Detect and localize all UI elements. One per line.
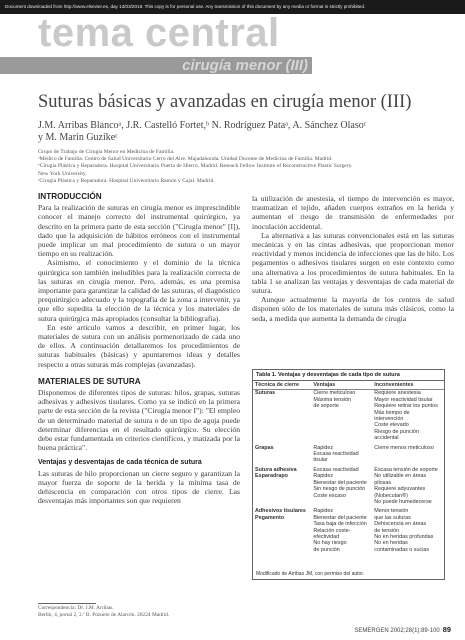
page-number: 89 — [442, 625, 451, 634]
table-cell-disadvantage: Cierre menos meticuloso — [374, 444, 434, 451]
paragraph: En este artículo vamos a describir, en primer lugar, los materiales de sutura con un análisis pormenorizado de cada uno de ellos. A continuación detallaremos los procedimientos de suturas habituales (básicas) y apuntaremos ideas y detalles respecto a otras suturas más complejas (avanzadas). — [38, 322, 240, 369]
affiliation-c: ᶜCirugía Plástica y Reparadora. Hospital Universitario Ramón y Cajal. Madrid. — [38, 177, 215, 184]
table-row — [253, 442, 444, 451]
section-heading-intro: INTRODUCCIÓN — [38, 192, 102, 201]
table-cell-technique: Sutura adhesiva — [255, 466, 297, 473]
affiliation-a: ᵃMédico de Familia. Centro de Salud Universitario Cerro del Aire. Majadahonda. Unidad Docente de Medicina de Familia. Madrid. — [38, 156, 333, 163]
authors-line-1: J.M. Arribas Blancoᵃ, J.R. Castelló Fortet,ᵇ N. Rodríguez Pataᵃ, A. Sánchez Olasoᶜ — [38, 120, 367, 131]
table-cell-technique: Adhesivos tisulares — [255, 508, 306, 515]
table-cell-advantage: Bienestar del paciente — [313, 479, 367, 486]
table-cell-advantage: No hay riesgo — [313, 540, 347, 547]
section-banner-title: tema central — [38, 11, 280, 55]
table-cell-advantage: tisular — [313, 457, 328, 464]
table-cell-advantage: Cierre meticuloso — [313, 390, 356, 397]
table-cell-disadvantage: accidental — [374, 435, 399, 442]
table-cell-technique — [253, 547, 311, 553]
table-row — [253, 505, 444, 514]
table-cell-disadvantage: No puede humedecerse — [374, 498, 432, 505]
affiliation-b: ᵇCirugía Plástica y Reparadora. Hospital Universitario Puerta de Hierro. Madrid. Reseach Fellow Institute of Reconstructive Plastic Surgery. — [38, 163, 353, 170]
author-list — [38, 120, 438, 143]
table-cell-advantage: Relación coste- — [313, 527, 351, 534]
paragraph: Las suturas de hilo proporcionan un cierre seguro y garantizan la mayor fuerza de soporte de la herida y la mínima tasa de dehiscencia en comparación con otros tipos de cierre. Las desventajas más importantes son que requieren — [38, 468, 240, 506]
article-title: Suturas básicas y avanzadas en cirugía menor (III) — [38, 92, 412, 112]
table-cell-advantage: Rapidez — [313, 444, 334, 451]
table-cell-disadvantage: Requiere retirar los puntos — [374, 403, 438, 410]
table-cell-disadvantage: de tensión — [374, 527, 400, 534]
table-cell-disadvantage: Dehiscencia en áreas — [374, 521, 427, 528]
table-note: Modificado de Arribas JM, con permiso del autor. — [256, 571, 365, 577]
table-cell-advantage: Máxima tensión — [313, 396, 352, 403]
right-column — [252, 194, 454, 323]
table-cell-disadvantage: No utilizable en áreas — [374, 473, 427, 480]
paragraph: Aunque actualmente la mayoría de los centros de salud disponen sólo de los materiales de sutura más clásicos, como la seda, a medida que aumenta la demanda de cirugía — [252, 295, 454, 323]
column-header: Ventajas — [311, 381, 372, 390]
paragraph: La alternativa a las suturas convencionales está en las suturas mecánicas y en las cintas adhesivas, que proporcionan menor reactividad y menos incidencia de infecciones que las de hilo. Los pegamentos o adhesivos tisulares surgen en este contexto como una alternativa a los procedimientos de sutura habituales. En la tabla 1 se analizan las ventajas y desventajas de cada material de sutura. — [252, 230, 454, 296]
subsection-heading: Ventajas y desventajas de cada técnica de sutura — [38, 459, 202, 467]
paragraph: la utilización de anestesia, el tiempo de intervención es mayor, traumatizan el tejido, añaden cuerpos extraños en la herida y aumentan el riesgo de transmisión de enfermedades por inoculación accidental. — [252, 194, 454, 231]
table-cell-advantage: Coste escaso — [313, 492, 347, 499]
table-cell-advantage: efectividad — [313, 533, 340, 540]
paragraph: Asimismo, el conocimiento y el dominio de la técnica quirúrgica son también ineludibles para la realización correcta de las suturas en cirugía menor. Pero, además, es una premisa importante para garantizar la calidad de las suturas, el diagnóstico prequirúrgico adecuado y la topografía de la zona a intervenir, ya que ello supedita la elección de la técnica y los materiales de sutura quirúrgica más apropiados (consultar la bibliografía). — [38, 258, 240, 323]
table-cell-advantage: Bienestar del paciente — [313, 514, 367, 521]
left-column — [38, 192, 240, 506]
footnote-line: Berlín, 4, portal 2, 3.º B. Pozuelo de Alarcón. 28224 Madrid. — [38, 611, 170, 618]
table-cell-disadvantage: pilosas — [374, 479, 392, 486]
correspondence-footnote — [38, 605, 238, 619]
affiliation-group: Grupo de Trabajo de Cirugía Menor en Medicina de Familia. — [38, 149, 175, 155]
table-cell-disadvantage: No en heridas — [374, 540, 408, 547]
affiliations — [38, 149, 438, 185]
table-cell-advantage: Tasa baja de infección — [313, 521, 367, 528]
footnote-line: Correspondencia: Dr. J.M. Arribas. — [38, 605, 114, 611]
table-cell-advantage: Rapidez — [313, 473, 334, 480]
table-row — [253, 390, 444, 397]
table-cell-advantage: Escasa reactividad — [313, 451, 359, 458]
section-heading-materials: MATERIALES DE SUTURA — [38, 376, 141, 386]
table-cell-disadvantage: intervención — [374, 416, 404, 423]
affiliation-b-cont: New York University. — [38, 170, 87, 177]
table-header-row — [253, 381, 444, 390]
column-header: Inconvenientes — [372, 381, 444, 390]
table-cell-disadvantage: No en heridas profundas — [374, 533, 434, 540]
table-cell-technique: Grapas — [255, 444, 274, 451]
table-cell-disadvantage: Menor tensión — [374, 508, 409, 515]
table-cell-disadvantage: Requiere adyuvantes — [374, 486, 426, 493]
table-cell-disadvantage: Escasa tensión de soporte — [374, 466, 438, 473]
table-cell-disadvantage: contaminadas o sucias — [374, 546, 430, 553]
table-cell-advantage: de punción — [313, 546, 340, 553]
sutures-table — [253, 381, 444, 553]
table-cell-disadvantage: (Nobecutan®) — [374, 492, 408, 499]
table-cell-advantage: Escasa reactividad — [313, 466, 359, 473]
journal-footer — [354, 625, 451, 634]
section-banner-subtitle: cirugía menor (III) — [182, 57, 308, 74]
table-cell-advantage: de soporte — [313, 403, 339, 410]
column-header: Técnica de cierre — [253, 381, 311, 390]
table-cell-advantage: Rapidez — [313, 508, 334, 515]
table-cell-disadvantage: Coste elevado — [374, 422, 409, 429]
paragraph: Disponemos de diferentes tipos de suturas: hilos, grapas, suturas adhesivas y adhesivos tisulares. Como ya se indicó en la primera parte de esta sección de la revista ("Cirugía menor I"): "El empleo de un determinado material de sutura o de un tipo de aguja puede determinar diferencias en el resultado quirúrgico. Su elección debe estar fundamentada en criterios científicos, y matizada por la buena práctica". — [38, 388, 240, 453]
table-cell-technique: Pegamento — [255, 514, 285, 521]
footnote-rule — [38, 603, 96, 604]
download-notice: Document downloaded from http://www.elsevier.es, day 13/03/2018. This copy is for personal use. Any transmission of this document by any media or format is strictly prohibited. — [5, 4, 366, 9]
authors-line-2: y M. Marín Guzikeᶜ — [38, 131, 118, 143]
table-cell-technique: Esparadrapo — [255, 473, 288, 480]
table-cell-technique: Suturas — [255, 390, 276, 397]
table-row — [253, 464, 444, 473]
table-row — [253, 547, 444, 553]
table-cell-disadvantage: Mayor reactividad tisular — [374, 396, 433, 403]
table-cell-disadvantage: Requiere anestesia — [374, 390, 421, 397]
paragraph: Para la realización de suturas en cirugía menor es imprescindible conocer el manejo correcto del instrumental quirúrgico, ya descrito en la primera parte de esta sección ("Cirugía menor" [I]), dado que la adquisición de hábitos erróneos con el instrumental puede implicar un mal procedimiento de sutura o un mayor tiempo en su realización. — [38, 203, 240, 259]
table-cell-disadvantage: Riesgo de punción — [374, 428, 419, 435]
table-1 — [252, 369, 445, 580]
table-title: Tabla 1. Ventajas y desventajas de cada tipo de sutura — [253, 370, 444, 381]
table-cell-advantage: Sin riesgo de punción — [313, 486, 366, 493]
journal-reference: SEMERGEN 2002;28(1):89-100 — [354, 628, 440, 634]
table-cell-disadvantage: Más tiempo de — [374, 409, 410, 416]
table-cell-disadvantage: que las suturas — [374, 514, 411, 521]
